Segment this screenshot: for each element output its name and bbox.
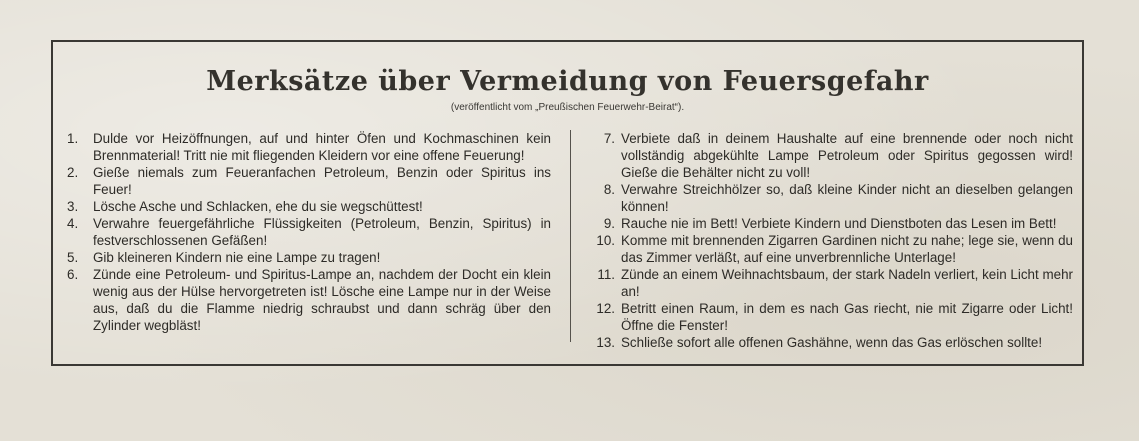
item-number: 2. xyxy=(67,165,79,180)
page-title: Merksätze über Vermeidung von Feuersgefahr xyxy=(206,66,929,97)
item-text: Schließe sofort alle offenen Gashähne, wenn das Gas erlöschen sollte! xyxy=(621,335,1043,350)
item-text: Verwahre feuergefährliche Flüssigkeiten (Petroleum, Benzin, Spiritus) in festverschlossenen Gefäßen! xyxy=(93,216,551,248)
item-text: Rauche nie im Bett! Verbiete Kindern und Dienstboten das Lesen im Bett! xyxy=(621,216,1057,231)
item-number: 5. xyxy=(67,250,79,265)
list-item xyxy=(593,181,1073,215)
item-text: Zünde eine Petroleum- und Spiritus-Lampe an, nachdem der Docht ein klein wenig aus der Hülse hervorgetreten ist! Lösche eine Lampe nur in der Weise aus, daß du die Flamme niedrig schraubst und dann schräg über den Zylinder wegbläst! xyxy=(93,267,551,333)
item-text: Gib kleineren Kindern nie eine Lampe zu tragen! xyxy=(93,250,381,265)
item-number: 1. xyxy=(67,131,79,146)
list-item xyxy=(593,266,1073,300)
list-item xyxy=(67,215,551,249)
item-text: Komme mit brennenden Zigarren Gardinen nicht zu nahe; lege sie, wenn du das Zimmer verläßt, auf eine unverbrennliche Unterlage! xyxy=(621,233,1073,265)
page-subtitle: (veröffentlicht vom „Preußischen Feuerwehr-Beirat“). xyxy=(450,102,685,113)
list-item xyxy=(593,300,1073,334)
right-column xyxy=(593,130,1073,351)
item-number: 11. xyxy=(597,267,615,282)
list-item xyxy=(67,198,551,215)
item-text: Gieße niemals zum Feueranfachen Petroleum, Benzin oder Spiritus ins Feuer! xyxy=(93,165,551,197)
item-number: 10. xyxy=(596,233,615,248)
list-item xyxy=(67,130,551,164)
item-text: Zünde an einem Weihnachtsbaum, der stark Nadeln verliert, kein Licht mehr an! xyxy=(621,267,1073,299)
item-text: Verbiete daß in deinem Haushalte auf eine brennende oder noch nicht vollständig abgekühlte Lampe Petroleum oder Spiritus gegossen wird! Gieße die Behälter nicht zu voll! xyxy=(621,131,1073,180)
list-item xyxy=(593,215,1073,232)
list-item xyxy=(593,232,1073,266)
item-number: 4. xyxy=(67,216,79,231)
item-number: 3. xyxy=(67,199,79,214)
item-number: 13. xyxy=(596,335,615,350)
list-item xyxy=(67,266,551,334)
item-number: 9. xyxy=(603,216,615,231)
list-item xyxy=(593,334,1073,351)
list-item xyxy=(67,164,551,198)
left-column xyxy=(67,130,551,334)
column-divider xyxy=(570,130,571,342)
item-text: Lösche Asche und Schlacken, ehe du sie wegschüttest! xyxy=(93,199,423,214)
item-number: 6. xyxy=(67,267,79,282)
item-text: Verwahre Streichhölzer so, daß kleine Kinder nicht an dieselben gelangen können! xyxy=(621,182,1073,214)
list-item xyxy=(593,130,1073,181)
item-number: 8. xyxy=(603,182,615,197)
notice-frame xyxy=(51,40,1084,366)
item-number: 7. xyxy=(603,131,615,146)
list-item xyxy=(67,249,551,266)
item-number: 12. xyxy=(596,301,615,316)
item-text: Dulde vor Heizöffnungen, auf und hinter Öfen und Kochmaschinen kein Brennmaterial! Tritt nie mit fliegenden Kleidern vor eine offene Feuerung! xyxy=(93,131,551,163)
item-text: Betritt einen Raum, in dem es nach Gas riecht, nie mit Zigarre oder Licht! Öffne die Fenster! xyxy=(621,301,1073,333)
